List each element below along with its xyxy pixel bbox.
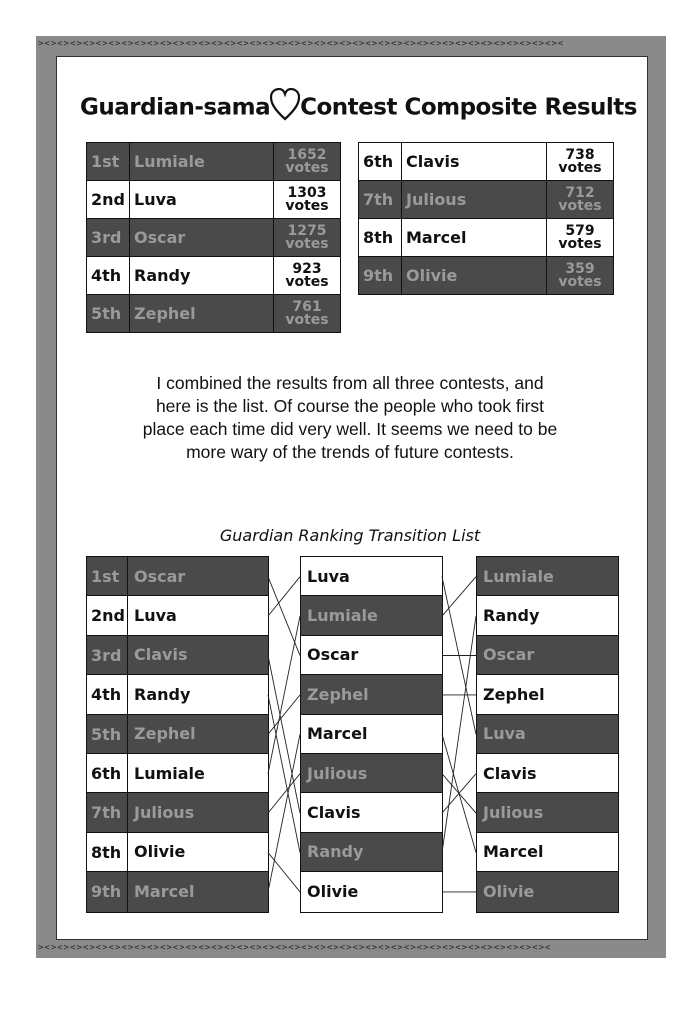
guardian-name: Olivie <box>402 257 547 295</box>
guardian-name: Marcel <box>307 724 368 744</box>
transition-row <box>477 833 618 872</box>
rank-position: 3rd <box>87 636 128 674</box>
transition-row <box>87 872 268 911</box>
rank-position: 1st <box>87 143 130 181</box>
transition-row <box>477 793 618 832</box>
rank-position: 5th <box>87 715 128 753</box>
vote-count <box>274 143 341 181</box>
transition-row <box>301 715 442 754</box>
composite-row <box>87 295 341 333</box>
vote-count <box>547 219 614 257</box>
guardian-name: Lumiale <box>307 606 378 626</box>
rank-position: 4th <box>87 257 130 295</box>
vote-unit: votes <box>285 159 329 176</box>
transition-row <box>301 675 442 714</box>
vote-count <box>274 295 341 333</box>
rank-position: 1st <box>87 557 128 595</box>
guardian-name: Oscar <box>134 566 186 586</box>
rank-position: 8th <box>359 219 402 257</box>
vote-number: 359 <box>565 260 595 277</box>
transition-row <box>87 833 268 872</box>
rank-position: 6th <box>359 143 402 181</box>
transition-row <box>87 636 268 675</box>
transition-row <box>477 557 618 596</box>
vote-unit: votes <box>285 197 329 214</box>
transition-row <box>87 715 268 754</box>
guardian-name: Luva <box>307 566 350 586</box>
rank-position: 7th <box>87 793 128 831</box>
guardian-name: Olivie <box>483 882 535 902</box>
vote-unit: votes <box>558 159 602 176</box>
transition-row <box>301 596 442 635</box>
guardian-name: Clavis <box>402 143 547 181</box>
vote-number: 579 <box>565 222 595 239</box>
transition-row <box>477 872 618 911</box>
vote-number: 712 <box>565 184 595 201</box>
vote-count <box>547 181 614 219</box>
guardian-name: Oscar <box>307 645 359 665</box>
vote-unit: votes <box>285 235 329 252</box>
guardian-name: Marcel <box>402 219 547 257</box>
guardian-name: Zephel <box>483 684 545 704</box>
transition-row <box>477 596 618 635</box>
transition-row <box>477 675 618 714</box>
guardian-name: Marcel <box>483 842 544 862</box>
transition-row <box>301 872 442 911</box>
guardian-name: Olivie <box>307 882 359 902</box>
composite-table-left <box>86 142 341 333</box>
composite-row <box>87 143 341 181</box>
composite-row <box>87 219 341 257</box>
title-prefix: Guardian-sama <box>80 94 271 121</box>
vote-unit: votes <box>558 197 602 214</box>
rank-position: 9th <box>87 872 128 911</box>
transition-row <box>301 754 442 793</box>
guardian-name: Zephel <box>134 724 196 744</box>
transition-row <box>301 636 442 675</box>
explanation-paragraph: I combined the results from all three contests, and here is the list. Of course the people who took first place each time did very well. It seems we need to be more wary of the trends of future contests. <box>142 373 558 462</box>
vote-number: 923 <box>292 260 322 277</box>
vote-number: 1303 <box>287 184 327 201</box>
rank-position: 2nd <box>87 596 128 634</box>
guardian-name: Julious <box>134 803 195 823</box>
rank-position: 6th <box>87 754 128 792</box>
rank-position: 3rd <box>87 219 130 257</box>
guardian-name: Randy <box>483 606 540 626</box>
border-pattern-top: ><><><><><><><><><><><><><><><><><><><><><><><><><><><><><><><><><><><><><><><><>< <box>38 40 565 49</box>
composite-row <box>359 181 614 219</box>
page-title <box>80 88 640 124</box>
transition-row <box>301 793 442 832</box>
rank-position: 8th <box>87 833 128 871</box>
vote-unit: votes <box>558 273 602 290</box>
guardian-name: Luva <box>130 181 274 219</box>
transition-row <box>87 675 268 714</box>
guardian-name: Lumiale <box>130 143 274 181</box>
vote-number: 1275 <box>287 222 327 239</box>
transition-row <box>477 754 618 793</box>
rank-position: 4th <box>87 675 128 713</box>
transition-row <box>87 557 268 596</box>
rank-position: 9th <box>359 257 402 295</box>
transition-row <box>87 596 268 635</box>
vote-count <box>274 181 341 219</box>
guardian-name: Oscar <box>130 219 274 257</box>
transition-row <box>301 557 442 596</box>
guardian-name: Zephel <box>307 684 369 704</box>
guardian-name: Zephel <box>130 295 274 333</box>
guardian-name: Lumiale <box>134 763 205 783</box>
heart-icon <box>270 88 300 128</box>
vote-unit: votes <box>285 311 329 328</box>
guardian-name: Clavis <box>134 645 188 665</box>
vote-count <box>547 143 614 181</box>
guardian-name: Luva <box>134 606 177 626</box>
composite-row <box>359 219 614 257</box>
guardian-name: Randy <box>307 842 364 862</box>
transition-column-middle <box>300 556 443 913</box>
rank-position: 2nd <box>87 181 130 219</box>
transition-column-final <box>86 556 269 913</box>
vote-unit: votes <box>285 273 329 290</box>
guardian-name: Lumiale <box>483 566 554 586</box>
composite-row <box>87 257 341 295</box>
guardian-name: Randy <box>130 257 274 295</box>
vote-number: 1652 <box>287 146 327 163</box>
rank-position: 5th <box>87 295 130 333</box>
composite-row <box>359 143 614 181</box>
guardian-name: Julious <box>483 803 544 823</box>
vote-unit: votes <box>558 235 602 252</box>
vote-number: 761 <box>292 298 322 315</box>
vote-count <box>274 257 341 295</box>
vote-count <box>547 257 614 295</box>
transition-row <box>87 754 268 793</box>
guardian-name: Julious <box>307 763 368 783</box>
transition-row <box>87 793 268 832</box>
guardian-name: Randy <box>134 684 191 704</box>
guardian-name: Clavis <box>483 763 537 783</box>
vote-number: 738 <box>565 146 595 163</box>
transition-row <box>301 833 442 872</box>
vote-count <box>274 219 341 257</box>
guardian-name: Luva <box>483 724 526 744</box>
guardian-name: Oscar <box>483 645 535 665</box>
composite-row <box>87 181 341 219</box>
transition-row <box>477 636 618 675</box>
guardian-name: Clavis <box>307 803 361 823</box>
guardian-name: Julious <box>402 181 547 219</box>
composite-row <box>359 257 614 295</box>
guardian-name: Olivie <box>134 842 186 862</box>
transition-title: Guardian Ranking Transition List <box>219 526 481 545</box>
title-suffix: Contest Composite Results <box>300 94 637 121</box>
transition-row <box>477 715 618 754</box>
rank-position: 7th <box>359 181 402 219</box>
guardian-name: Marcel <box>134 882 195 902</box>
transition-column-first <box>476 556 619 913</box>
border-pattern-bottom: ><><><><><><><><><><><><><><><><><><><><><><><><><><><><><><><><><><><><><><><>< <box>38 944 552 953</box>
composite-table-right <box>358 142 614 295</box>
